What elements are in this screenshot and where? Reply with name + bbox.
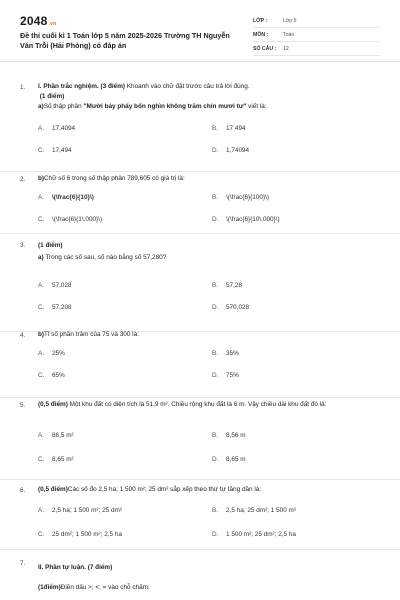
meta-value: Toán (283, 31, 295, 38)
option-letter: A. (38, 350, 45, 357)
question-body: Tỉ số phần trăm của 75 và 300 là: (44, 331, 139, 338)
meta-row-subject (253, 28, 380, 42)
option-text: 17 494 (226, 125, 246, 132)
site-logo[interactable] (20, 14, 56, 28)
instruction-text: Khoanh vào chữ đặt trước câu trả lời đúng. (125, 83, 250, 90)
option-text: 17,4094 (52, 125, 76, 132)
meta-key: MÔN : (253, 31, 269, 38)
page-title: Đề thi cuối kì 1 Toán lớp 5 năm 2025-2026 Trường TH Nguyễn Văn Trỗi (Hải Phòng) có đáp án (20, 31, 230, 50)
option-letter: B. (212, 194, 219, 201)
option-b[interactable] (212, 350, 239, 357)
logo-main: 2048 (20, 14, 48, 28)
option-text: 2,5 ha; 1 500 m²; 25 dm² (52, 507, 122, 514)
question-4 (0, 332, 400, 398)
option-text: \(\frac{6}{10}\) (52, 194, 94, 201)
option-text: 57,208 (52, 304, 72, 311)
option-letter: D. (212, 456, 219, 463)
question-number: 2. (20, 176, 26, 183)
option-letter: B. (212, 507, 219, 514)
option-d[interactable] (212, 147, 249, 154)
option-a[interactable] (38, 194, 94, 201)
option-d[interactable] (212, 531, 296, 538)
option-text: 86,5 m² (52, 432, 74, 439)
question-number: 1. (20, 84, 26, 91)
option-d[interactable] (212, 304, 249, 311)
question-body: Trong các số sau, số nào bằng số 57,280? (43, 254, 167, 261)
points-label: (1điểm) (38, 584, 61, 591)
option-b[interactable] (212, 194, 269, 201)
question-body: Các số đo 2,5 ha; 1 500 m²; 25 dm² sắp xếp theo thứ tự tăng dần là: (67, 486, 262, 493)
question-7 (0, 550, 400, 600)
option-a[interactable] (38, 507, 122, 514)
option-c[interactable] (38, 304, 72, 311)
option-text: 8,56 m (226, 432, 246, 439)
option-letter: D. (212, 372, 219, 379)
option-letter: A. (38, 282, 45, 289)
question-quote: "Mười bảy phẩy bốn nghìn không trăm chín mươi tư" (83, 103, 247, 110)
option-a[interactable] (38, 282, 72, 289)
option-c[interactable] (38, 147, 72, 154)
option-letter: D. (212, 216, 219, 223)
question-end: viết là: (246, 103, 267, 110)
option-b[interactable] (212, 125, 246, 132)
option-letter: A. (38, 507, 45, 514)
option-letter: C. (38, 216, 45, 223)
question-1 (0, 72, 400, 172)
option-c[interactable] (38, 531, 122, 538)
option-letter: C. (38, 304, 45, 311)
option-letter: A. (38, 125, 45, 132)
option-text: 57,28 (226, 282, 242, 289)
option-b[interactable] (212, 507, 296, 514)
option-letter: C. (38, 147, 45, 154)
question-3 (0, 234, 400, 332)
question-2 (0, 172, 400, 234)
option-b[interactable] (212, 432, 246, 439)
meta-row-count (253, 42, 380, 56)
question-text (38, 174, 380, 184)
option-text: 8,65 m (226, 456, 246, 463)
option-a[interactable] (38, 125, 75, 132)
question-body: Số thập phân (43, 103, 84, 110)
part-label: a) (38, 254, 44, 261)
option-letter: A. (38, 432, 45, 439)
option-text: 8,65 m² (52, 456, 74, 463)
section-heading: I. Phần trắc nghiệm. (3 điểm) (38, 83, 126, 90)
question-text (38, 240, 380, 264)
option-letter: C. (38, 456, 45, 463)
points-label: (1 điểm) (39, 93, 65, 100)
option-text: 17,494 (52, 147, 72, 154)
option-d[interactable] (212, 216, 280, 223)
question-number: 3. (20, 242, 26, 249)
option-text: 1,74094 (226, 147, 250, 154)
option-a[interactable] (38, 350, 65, 357)
option-letter: C. (38, 531, 45, 538)
option-b[interactable] (212, 282, 242, 289)
option-d[interactable] (212, 456, 246, 463)
question-5 (0, 398, 400, 480)
option-c[interactable] (38, 372, 65, 379)
option-text: 1 500 m²; 25 dm²; 2,5 ha (226, 531, 296, 538)
question-text (38, 330, 380, 340)
question-body: Điền dấu >; <; = vào chỗ chấm: (60, 584, 150, 591)
question-text (38, 558, 380, 598)
option-text: 57,028 (52, 282, 72, 289)
meta-table (253, 14, 380, 56)
meta-key: LỚP : (253, 17, 268, 24)
option-text: \(\frac{6}{10\,000}\) (226, 216, 280, 223)
option-text: \(\frac{6}{1\,000}\) (52, 216, 103, 223)
option-letter: D. (212, 147, 219, 154)
question-number: 5. (20, 402, 26, 409)
meta-key: SỐ CÂU : (253, 45, 277, 52)
meta-value: Lớp 5 (283, 17, 297, 24)
option-a[interactable] (38, 432, 74, 439)
option-letter: A. (38, 194, 45, 201)
option-text: 570,028 (226, 304, 250, 311)
option-text: 2,5 ha; 25 dm²; 1 500 m² (226, 507, 296, 514)
points-label: (0,5 điểm) (38, 401, 68, 408)
option-letter: C. (38, 372, 45, 379)
option-text: 25 dm²; 1 500 m²; 2,5 ha (52, 531, 122, 538)
question-number: 7. (20, 560, 26, 567)
part-label: b) (38, 175, 45, 182)
question-6 (0, 480, 400, 550)
option-text: 65% (52, 372, 65, 379)
option-letter: B. (212, 350, 219, 357)
option-letter: D. (212, 304, 219, 311)
question-text (38, 485, 380, 495)
option-text: 35% (226, 350, 239, 357)
option-c[interactable] (38, 216, 102, 223)
option-d[interactable] (212, 372, 239, 379)
logo-suffix: .vn (48, 21, 57, 27)
points-label: (1 điểm) (38, 242, 63, 249)
option-text: 25% (52, 350, 65, 357)
question-text (38, 400, 380, 410)
document-header (0, 0, 400, 62)
option-c[interactable] (38, 456, 74, 463)
meta-value: 12 (283, 45, 289, 52)
part-label: a) (38, 103, 44, 110)
part-label: b) (38, 331, 45, 338)
question-body: Chữ số 6 trong số thập phân 789,605 có giá trị là: (44, 175, 185, 182)
option-letter: B. (212, 282, 219, 289)
question-number: 4. (20, 332, 26, 339)
question-body: Một khu đất có diện tích là 51,9 m². Chiều rộng khu đất là 6 m. Vậy chiều dài khu đất đó là: (67, 401, 327, 408)
question-number: 6. (20, 487, 26, 494)
section-heading: II. Phần tự luận. (7 điểm) (38, 564, 113, 571)
option-text: \(\frac{6}{100}\) (226, 194, 269, 201)
option-letter: D. (212, 531, 219, 538)
option-letter: B. (212, 125, 219, 132)
option-letter: B. (212, 432, 219, 439)
meta-row-class (253, 14, 380, 28)
option-text: 75% (226, 372, 239, 379)
points-label: (0,5 điểm) (38, 486, 68, 493)
question-text (38, 82, 380, 112)
